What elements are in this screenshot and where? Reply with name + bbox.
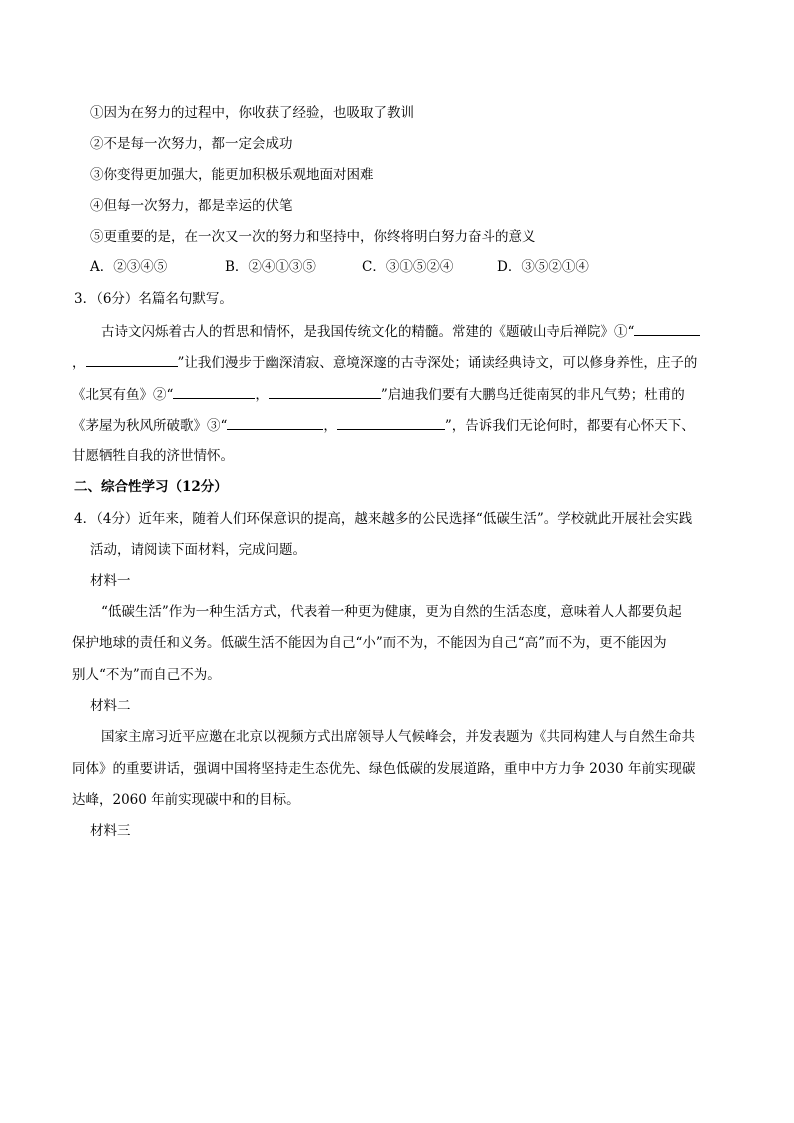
q3-line-3-text-a: 《北冥有鱼》②“	[72, 387, 174, 403]
q3-line-5: 甘愿牺牲自我的济世情怀。	[72, 448, 234, 464]
q3-line-3	[72, 384, 685, 404]
material-2-line-2: 同体》的重要讲话，强调中国将坚持走生态优先、绿色低碳的发展道路，重申中方力争 2030 年前实现碳	[72, 761, 696, 777]
option-a: A．②③④⑤	[90, 259, 168, 275]
material-3-title: 材料三	[90, 823, 131, 839]
option-c: C．③①⑤②④	[362, 259, 454, 275]
q3-line-2-comma: ，	[72, 355, 86, 371]
q3-line-4-comma: ，	[323, 418, 337, 434]
blank-2a[interactable]	[173, 384, 255, 399]
q3-line-4	[72, 415, 695, 435]
blank-3a[interactable]	[227, 415, 323, 430]
statement-3: ③你变得更加强大，能更加积极乐观地面对困难	[90, 167, 374, 183]
statement-4: ④但每一次努力，都是幸运的伏笔	[90, 198, 293, 214]
q3-line-2-text: ”让我们漫步于幽深清寂、意境深邃的古寺深处；诵读经典诗文，可以修身养性，庄子的	[177, 355, 698, 371]
q3-line-3-text-b: ”启迪我们要有大鹏鸟迁徙南冥的非凡气势；杜甫的	[380, 387, 685, 403]
q3-heading: 3．（6分）名篇名句默写。	[74, 291, 233, 307]
blank-3b[interactable]	[337, 415, 445, 430]
q3-line-4-text-a: 《茅屋为秋风所破歌》③“	[72, 418, 228, 434]
q3-line-4-text-b: ”，告诉我们无论何时，都要有心怀天下、	[444, 418, 695, 434]
material-1-line-2: 保护地球的责任和义务。低碳生活不能因为自己“小”而不为，不能因为自己“高”而不为，更不能因为	[72, 635, 667, 651]
statement-1: ①因为在努力的过程中，你收获了经验，也吸取了教训	[90, 105, 414, 121]
statement-5: ⑤更重要的是，在一次又一次的努力和坚持中，你终将明白努力奋斗的意义	[90, 229, 536, 245]
material-1-title: 材料一	[90, 573, 131, 589]
q3-line-3-comma: ，	[255, 387, 269, 403]
option-d: D．③⑤②①④	[497, 259, 589, 275]
q3-line-2	[72, 352, 697, 372]
option-b: B．②④①③⑤	[225, 259, 316, 275]
blank-1b[interactable]	[86, 352, 178, 367]
blank-1a[interactable]	[634, 321, 700, 336]
material-2-line-3: 达峰，2060 年前实现碳中和的目标。	[72, 792, 300, 808]
q3-line-1	[101, 321, 700, 341]
q4-line-1: 4．（4分）近年来，随着人们环保意识的提高，越来越多的公民选择“低碳生活”。学校就此开展社会实践	[74, 511, 693, 527]
blank-2b[interactable]	[269, 384, 381, 399]
statement-2: ②不是每一次努力，都一定会成功	[90, 136, 293, 152]
material-1-line-1: “低碳生活”作为一种生活方式，代表着一种更为健康，更为自然的生活态度，意味着人人都要负起	[101, 604, 682, 620]
q4-line-2: 活动，请阅读下面材料，完成问题。	[90, 542, 306, 558]
section-heading: 二、综合性学习（12分）	[74, 479, 228, 495]
q3-line-1-text: 古诗文闪烁着古人的哲思和情怀，是我国传统文化的精髓。常建的《题破山寺后禅院》①“	[101, 324, 635, 340]
material-1-line-3: 别人“不为”而自己不为。	[72, 667, 221, 683]
material-2-title: 材料二	[90, 698, 131, 714]
material-2-line-1: 国家主席习近平应邀在北京以视频方式出席领导人气候峰会，并发表题为《共同构建人与自然生命共	[101, 729, 695, 745]
